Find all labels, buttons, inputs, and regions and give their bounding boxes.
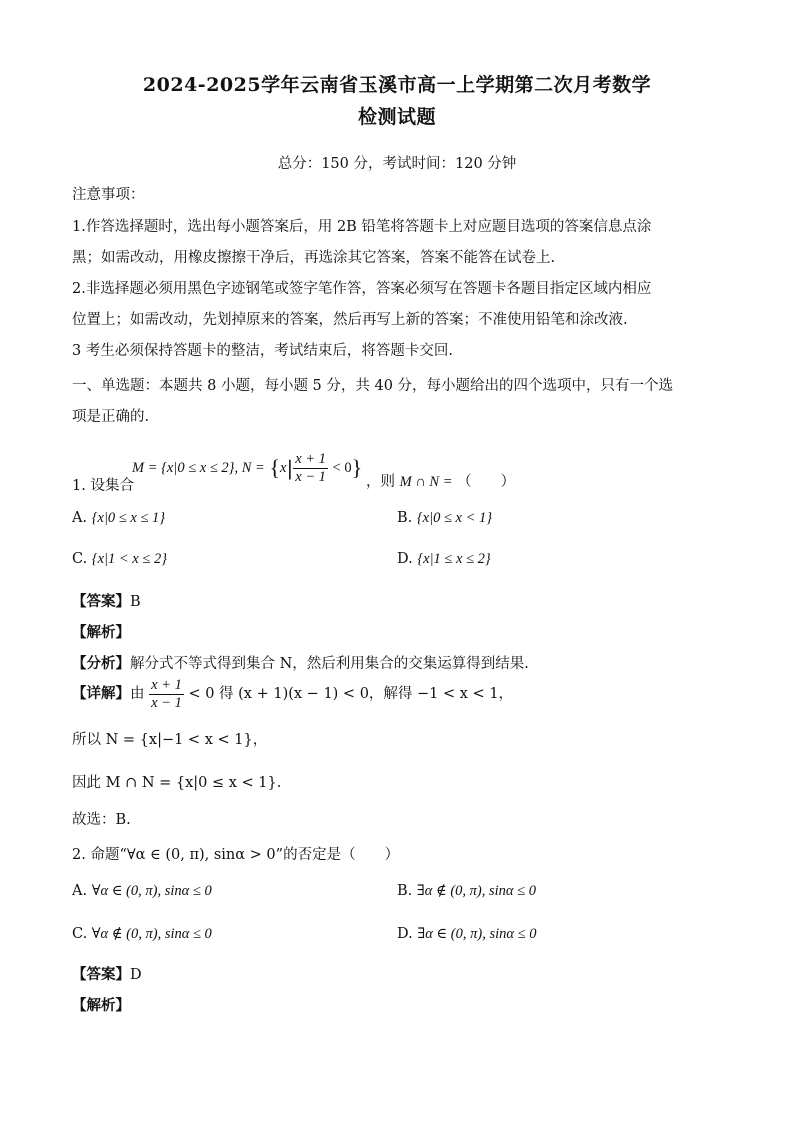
notice-line-1: 1.作答选择题时，选出每小题答案后，用 2B 铅笔将答题卡上对应题目选项的答案信息点涂 — [72, 219, 652, 235]
q1-fenxi: 【分析】解分式不等式得到集合 N，然后利用集合的交集运算得到结果. — [72, 655, 529, 672]
q1-n-numerator: x + 1 — [295, 451, 326, 467]
q1-answer: 【答案】B — [72, 593, 141, 610]
q2-option-d: D. ∃α ∈ (0, π), sinα ≤ 0 — [397, 926, 537, 942]
q1-option-a: A. {x|0 ≤ x ≤ 1} — [72, 510, 166, 526]
notice-line-3: 2.非选择题必须用黑色字迹钢笔或签字笔作答，答案必须写在答题卡各题目指定区域内相应 — [72, 281, 652, 297]
exam-meta: 总分：150 分，考试时间：120 分钟 — [277, 156, 517, 172]
q1-so: 所以 N = {x|−1 < x < 1}， — [72, 732, 268, 748]
q1-blank: （ ） — [457, 474, 516, 490]
q1-set-definition: M = {x|0 ≤ x ≤ 2}, N = {x| $\frac{x + 1}{x - 1}$ < 0} — [132, 451, 363, 485]
q1-n-fraction — [293, 452, 328, 484]
notice-line-2: 黑；如需改动，用橡皮擦擦干净后，再选涂其它答案，答案不能答在试卷上. — [72, 250, 556, 266]
q1-xj-fraction: $\frac{x + 1}{x - 1}$ — [151, 677, 182, 711]
q2-option-c: C. ∀α ∉ (0, π), sinα ≤ 0 — [72, 926, 212, 942]
q1-thus: 因此 M ∩ N = {x|0 ≤ x < 1}. — [72, 775, 282, 791]
q1-then: ，则 — [366, 474, 395, 490]
section-heading-cont: 项是正确的. — [72, 409, 150, 425]
q2-analysis-tag: 【解析】 — [72, 997, 130, 1014]
section-heading: 一、单选题：本题共 8 小题，每小题 5 分，共 40 分，每小题给出的四个选项中，只有一个选 — [72, 378, 674, 394]
q1-n-denominator: x − 1 — [295, 468, 326, 485]
q1-analysis-tag: 【解析】 — [72, 624, 130, 641]
q1-prefix: 1. 设集合 — [72, 478, 134, 494]
q1-choose: 故选：B. — [72, 812, 131, 828]
q1-option-c: C. {x|1 < x ≤ 2} — [72, 551, 167, 567]
exam-subtitle: 检测试题 — [357, 106, 436, 128]
q1-ask: M ∩ N = — [399, 474, 453, 490]
q1-option-b: B. {x|0 ≤ x < 1} — [397, 510, 493, 526]
q2-option-b: B. ∃α ∉ (0, π), sinα ≤ 0 — [397, 883, 536, 899]
q2-option-a: A. ∀α ∈ (0, π), sinα ≤ 0 — [72, 883, 212, 899]
notice-line-5: 3 考生必须保持答题卡的整洁，考试结束后，将答题卡交回. — [72, 343, 453, 359]
exam-title: 2024-2025学年云南省玉溪市高一上学期第二次月考数学 — [142, 74, 652, 96]
notice-heading: 注意事项： — [72, 187, 145, 203]
q1-xiangjie: 【详解】由 $\frac{x + 1}{x - 1}$ < 0 得 (x + 1)(x − 1) < 0，解得 −1 < x < 1， — [72, 677, 514, 711]
q2-answer: 【答案】D — [72, 966, 142, 983]
q1-n-close: } — [351, 455, 363, 480]
q1-question-tail — [366, 470, 515, 491]
q1-set-m: M = {x|0 ≤ x ≤ 2}, N = — [132, 460, 265, 476]
q2-stem: 2. 命题“∀α ∈ (0, π), sinα > 0”的否定是（ ） — [72, 847, 400, 863]
q1-n-open: { — [269, 455, 280, 480]
q1-n-var: x — [280, 460, 287, 476]
notice-line-4: 位置上；如需改动，先划掉原来的答案，然后再写上新的答案；不准使用铅笔和涂改液. — [72, 312, 628, 328]
q1-n-tail: < 0 — [332, 460, 352, 476]
q1-option-d: D. {x|1 ≤ x ≤ 2} — [397, 551, 491, 567]
